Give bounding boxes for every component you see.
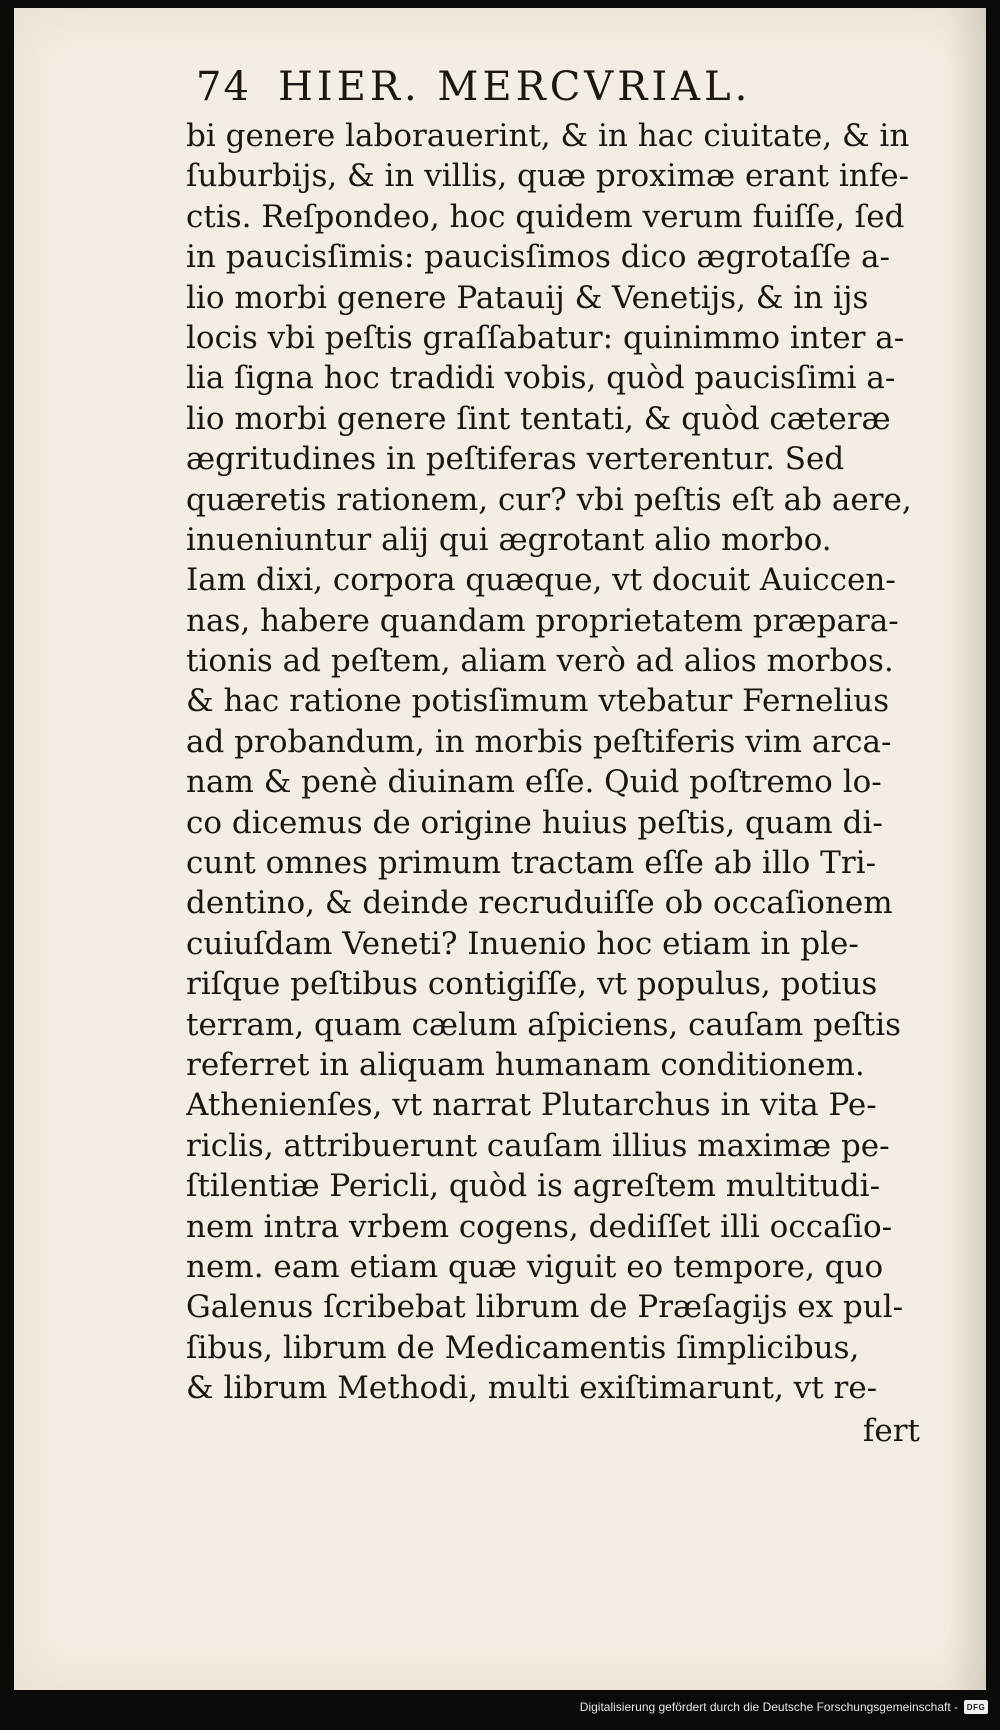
text-line: Galenus ſcribebat librum de Præſagijs ex pul- <box>186 1289 904 1326</box>
text-line: nem intra vrbem cogens, dediſſet illi occaſio- <box>186 1208 893 1245</box>
page-number: 74 <box>196 64 251 110</box>
text-line: lio morbi genere Patauij & Venetijs, & in ijs <box>186 279 869 316</box>
text-line: riclis, attribuerunt cauſam illius maximæ pe- <box>186 1127 890 1164</box>
text-line: tionis ad peſtem, aliam verò ad alios morbos. <box>186 643 894 680</box>
text-line: inueniuntur alij qui ægrotant alio morbo. <box>186 521 832 558</box>
text-line: ſibus, librum de Medicamentis ſimplicibus, <box>186 1329 860 1366</box>
catchword: fert <box>862 1412 920 1449</box>
text-line: riſque peſtibus contigiſſe, vt populus, potius <box>186 966 878 1003</box>
text-line: nas, habere quandam proprietatem præpara- <box>186 602 899 639</box>
text-line: ægritudines in peſtiferas verterentur. Sed <box>186 441 845 478</box>
text-line: ſtilentiæ Pericli, quòd is agreſtem multitudi- <box>186 1168 881 1205</box>
text-line: & hac ratione potisſimum vtebatur Fernelius <box>186 683 890 720</box>
dfg-logo-icon: DFG <box>964 1700 988 1714</box>
page-header <box>196 56 926 118</box>
text-line: quæretis rationem, cur? vbi peſtis eſt ab aere, <box>186 481 912 518</box>
text-line: Iam dixi, corpora quæque, vt docuit Auiccen- <box>186 562 896 599</box>
body-text <box>186 116 938 1453</box>
book-page <box>14 8 986 1690</box>
running-head: HIER. MERCVRIAL. <box>278 64 752 110</box>
text-line: dentino, & deinde recruduiſſe ob occaſionem <box>186 885 893 922</box>
page-gutter-shadow <box>946 8 986 1690</box>
funding-credit: Digitalisierung gefördert durch die Deutsche Forschungsgemeinschaft - <box>579 1700 958 1714</box>
text-line: bi genere laborauerint, & in hac ciuitate, & in <box>186 118 910 154</box>
text-line: referret in aliquam humanam conditionem. <box>186 1046 865 1083</box>
text-line: ſuburbijs, & in villis, quæ proximæ erant infe- <box>186 158 910 195</box>
text-line: terram, quam cælum aſpiciens, cauſam peſtis <box>186 1006 902 1043</box>
text-line: Athenienſes, vt narrat Plutarchus in vita Pe- <box>186 1087 877 1124</box>
text-line: cunt omnes primum tractam eſſe ab illo Tri- <box>186 845 877 882</box>
text-line: in paucisſimis: paucisſimos dico ægrotaſſe a- <box>186 239 890 276</box>
text-line: locis vbi peſtis graſſabatur: quinimmo inter a- <box>186 319 905 356</box>
text-line: lio morbi genere ſint tentati, & quòd cæteræ <box>186 400 891 437</box>
text-line: nam & penè diuinam eſſe. Quid poſtremo lo- <box>186 764 882 801</box>
text-line: nem. eam etiam quæ viguit eo tempore, quo <box>186 1248 884 1285</box>
text-line: cuiuſdam Veneti? Inuenio hoc etiam in ple- <box>186 925 859 962</box>
text-line: co dicemus de origine huius peſtis, quam di- <box>186 804 883 841</box>
text-line: ad probandum, in morbis peſtiferis vim arca- <box>186 723 892 760</box>
text-line: & librum Methodi, multi exiſtimarunt, vt re- <box>186 1370 878 1407</box>
text-line: lia ſigna hoc tradidi vobis, quòd paucisſimi a- <box>186 360 896 397</box>
digitization-footer <box>0 1696 1000 1718</box>
text-line: ctis. Reſpondeo, hoc quidem verum fuiſſe, ſed <box>186 198 905 235</box>
